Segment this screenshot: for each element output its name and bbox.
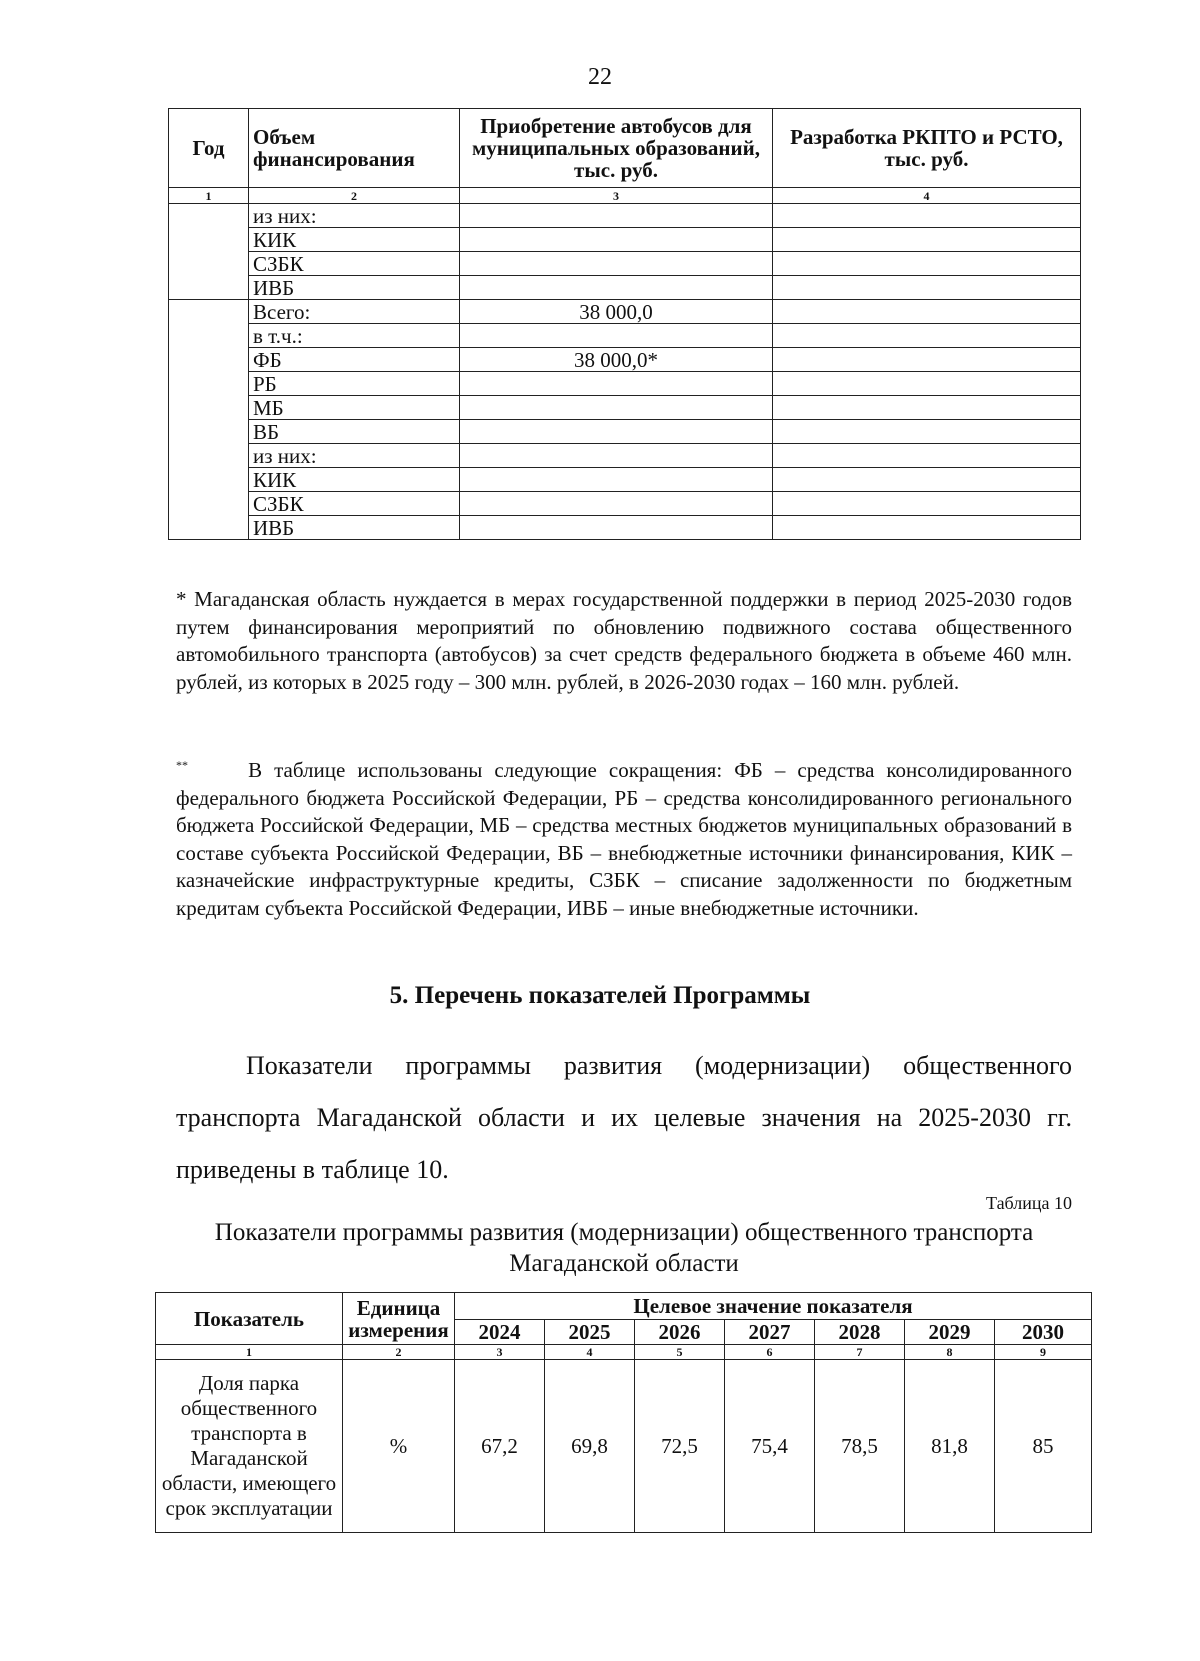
target-value: 69,8 <box>545 1360 635 1533</box>
table-row <box>169 420 1081 444</box>
rkpto-value <box>773 276 1081 300</box>
table-row <box>169 516 1081 540</box>
bus-value <box>460 276 773 300</box>
bus-value <box>460 396 773 420</box>
rkpto-value <box>773 204 1081 228</box>
table-row <box>169 396 1081 420</box>
column-number: 3 <box>460 188 773 204</box>
bus-value: 38 000,0 <box>460 300 773 324</box>
year-header: 2029 <box>905 1320 995 1345</box>
table-row <box>169 252 1081 276</box>
indicator-unit: % <box>343 1360 455 1533</box>
footnote-mark: * <box>176 587 187 611</box>
year-cell <box>169 204 249 300</box>
row-label: ФБ <box>249 348 460 372</box>
footnote-text: В таблице использованы следующие сокращения: ФБ – средства консолидированного федерального бюджета Российской Федерации, РБ – средства консолидированного регионального бюджета Российской Федерации, МБ – средства местных бюджетов муниципальных образований в составе субъекта Российской Федерации, ВБ – внебюджетные источники финансирования, КИК – казначейские инфраструктурные кредиты, СЗБК – списание задолженности по бюджетным кредитам субъекта Российской Федерации, ИВБ – иные внебюджетные источники. <box>176 758 1072 920</box>
table-row <box>169 276 1081 300</box>
bus-value <box>460 228 773 252</box>
column-number: 8 <box>905 1345 995 1360</box>
bus-value <box>460 420 773 444</box>
year-header: 2030 <box>995 1320 1092 1345</box>
rkpto-value <box>773 516 1081 540</box>
footnote-mark: ** <box>176 758 188 772</box>
table-row <box>169 492 1081 516</box>
bus-value <box>460 468 773 492</box>
column-number: 9 <box>995 1345 1092 1360</box>
row-label: КИК <box>249 228 460 252</box>
rkpto-value <box>773 300 1081 324</box>
rkpto-value <box>773 348 1081 372</box>
bus-value <box>460 204 773 228</box>
page-number: 22 <box>588 64 612 90</box>
rkpto-value <box>773 492 1081 516</box>
rkpto-value <box>773 372 1081 396</box>
row-label: СЗБК <box>249 492 460 516</box>
column-number: 6 <box>725 1345 815 1360</box>
header-indicator: Показатель <box>156 1293 343 1345</box>
year-header: 2028 <box>815 1320 905 1345</box>
row-label: из них: <box>249 444 460 468</box>
table-row <box>169 372 1081 396</box>
row-label: ИВБ <box>249 276 460 300</box>
row-label: СЗБК <box>249 252 460 276</box>
table-row <box>169 324 1081 348</box>
header-year: Год <box>169 109 249 188</box>
bus-value <box>460 516 773 540</box>
rkpto-value <box>773 444 1081 468</box>
target-value: 67,2 <box>455 1360 545 1533</box>
bus-value <box>460 492 773 516</box>
rkpto-value <box>773 396 1081 420</box>
row-label: МБ <box>249 396 460 420</box>
row-label: КИК <box>249 468 460 492</box>
row-label: ВБ <box>249 420 460 444</box>
column-number: 4 <box>773 188 1081 204</box>
table-row <box>169 444 1081 468</box>
footnote-1 <box>176 586 1072 696</box>
target-value: 72,5 <box>635 1360 725 1533</box>
table-row <box>169 228 1081 252</box>
table-row <box>169 204 1081 228</box>
indicator-name: Доля парка общественного транспорта в Магаданской области, имеющего срок эксплуатации <box>156 1360 343 1533</box>
footnote-text: Магаданская область нуждается в мерах государственной поддержки в период 2025-2030 годов путем финансирования мероприятий по обновлению подвижного состава общественного автомобильного транспорта (автобусов) за счет средств федерального бюджета в объеме 460 млн. рублей, из которых в 2025 году – 300 млн. рублей, в 2026-2030 годах – 160 млн. рублей. <box>176 587 1073 694</box>
rkpto-value <box>773 420 1081 444</box>
row-label: Всего: <box>249 300 460 324</box>
body-paragraph <box>176 1040 1072 1196</box>
column-number: 1 <box>169 188 249 204</box>
section-heading: 5. Перечень показателей Программы <box>389 982 811 1009</box>
table-row <box>169 348 1081 372</box>
bus-value <box>460 252 773 276</box>
body-text: Показатели программы развития (модернизации) общественного транспорта Магаданской области и их целевые значения на 2025-2030 гг. приведены в таблице 10. <box>176 1051 1072 1184</box>
header-rkpto: Разработка РКПТО и РСТО, тыс. руб. <box>773 109 1081 188</box>
rkpto-value <box>773 228 1081 252</box>
indicator-table <box>155 1292 1092 1533</box>
column-number: 2 <box>343 1345 455 1360</box>
table-label: Таблица 10 <box>986 1193 1072 1213</box>
year-header: 2024 <box>455 1320 545 1345</box>
bus-value: 38 000,0* <box>460 348 773 372</box>
row-label: в т.ч.: <box>249 324 460 348</box>
column-number: 7 <box>815 1345 905 1360</box>
year-header: 2027 <box>725 1320 815 1345</box>
target-value: 78,5 <box>815 1360 905 1533</box>
target-value: 75,4 <box>725 1360 815 1533</box>
year-header: 2026 <box>635 1320 725 1345</box>
row-label: ИВБ <box>249 516 460 540</box>
table-row <box>169 468 1081 492</box>
year-cell <box>169 300 249 540</box>
header-volume: Объем финансирования <box>249 109 460 188</box>
row-label: РБ <box>249 372 460 396</box>
rkpto-value <box>773 468 1081 492</box>
target-value: 81,8 <box>905 1360 995 1533</box>
bus-value <box>460 372 773 396</box>
row-label: из них: <box>249 204 460 228</box>
column-number: 5 <box>635 1345 725 1360</box>
rkpto-value <box>773 252 1081 276</box>
bus-value <box>460 324 773 348</box>
year-header: 2025 <box>545 1320 635 1345</box>
target-value: 85 <box>995 1360 1092 1533</box>
table-caption: Показатели программы развития (модернизации) общественного транспорта Магаданской области <box>214 1219 1034 1277</box>
header-unit: Единица измерения <box>343 1293 455 1345</box>
column-number: 2 <box>249 188 460 204</box>
column-number: 3 <box>455 1345 545 1360</box>
header-buses: Приобретение автобусов для муниципальных образований, тыс. руб. <box>460 109 773 188</box>
rkpto-value <box>773 324 1081 348</box>
funding-table <box>168 108 1081 540</box>
footnote-2 <box>176 752 1072 922</box>
column-number: 1 <box>156 1345 343 1360</box>
header-target: Целевое значение показателя <box>455 1293 1092 1320</box>
column-number: 4 <box>545 1345 635 1360</box>
bus-value <box>460 444 773 468</box>
table-row <box>169 300 1081 324</box>
